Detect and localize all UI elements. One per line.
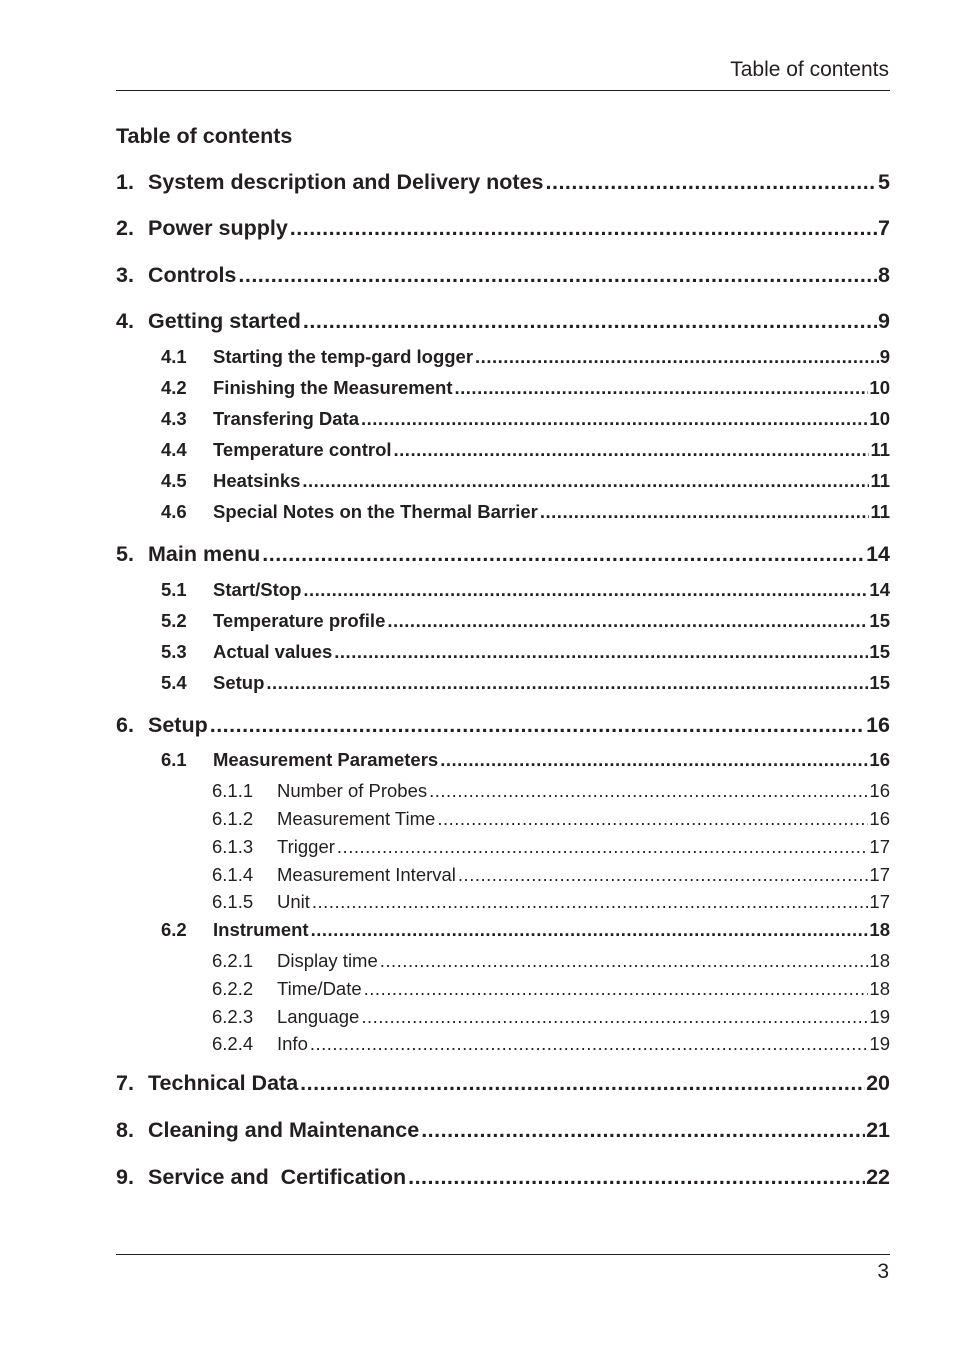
toc-entry-number: 6.1.4 [212, 864, 254, 885]
toc-entry-page: 15 [869, 610, 890, 631]
toc-entry-number: 6.1.3 [212, 836, 254, 857]
toc-entry-number: 8. [116, 1118, 134, 1142]
toc-entry-page: 22 [866, 1165, 890, 1189]
toc-entry-4[interactable] [116, 309, 890, 339]
toc-entry-page: 5 [878, 170, 890, 194]
toc-entry-title: Getting started [148, 309, 301, 333]
toc-entry-4-5[interactable] [161, 470, 890, 496]
toc-entry-page: 20 [866, 1071, 890, 1095]
toc-entry-page: 21 [866, 1118, 890, 1142]
toc-entry-title: Instrument [213, 919, 309, 940]
toc-entry-6-2-4[interactable] [212, 1033, 890, 1058]
toc-entry-5-3[interactable] [161, 641, 890, 667]
toc-entry-number: 4.5 [161, 470, 187, 491]
toc-leader-dots [311, 919, 869, 941]
toc-entry-title: Start/Stop [213, 579, 302, 600]
toc-entry-number: 6.1 [161, 749, 187, 770]
toc-entry-page: 18 [869, 919, 890, 940]
toc-entry-title: System description and Delivery notes [148, 170, 544, 194]
toc-entry-title: Time/Date [277, 978, 362, 999]
toc-leader-dots [310, 1033, 869, 1055]
toc-entry-number: 4.6 [161, 501, 187, 522]
toc-entry-page: 19 [869, 1006, 890, 1027]
toc-entry-title: Unit [277, 891, 310, 912]
toc-entry-9[interactable] [116, 1165, 890, 1195]
toc-entry-6-1-3[interactable] [212, 836, 890, 861]
toc-entry-title: Display time [277, 950, 378, 971]
toc-entry-3[interactable] [116, 263, 890, 293]
toc-title: Table of contents [116, 124, 293, 148]
header-rule [116, 90, 890, 91]
toc-entry-number: 4. [116, 309, 134, 333]
toc-entry-6-1-2[interactable] [212, 808, 890, 833]
toc-entry-6-1-1[interactable] [212, 780, 890, 805]
toc-entry-6-2-2[interactable] [212, 978, 890, 1003]
toc-leader-dots [361, 1006, 868, 1028]
toc-leader-dots [458, 864, 869, 886]
toc-entry-page: 18 [869, 978, 890, 999]
toc-entry-number: 6. [116, 713, 134, 737]
toc-leader-dots [210, 713, 865, 738]
toc-entry-title: Transfering Data [213, 408, 359, 429]
toc-entry-page: 17 [869, 891, 890, 912]
toc-entry-title: Trigger [277, 836, 335, 857]
toc-entry-page: 9 [879, 346, 890, 367]
toc-entry-title: Setup [213, 672, 265, 693]
toc-entry-title: Temperature profile [213, 610, 386, 631]
toc-entry-page: 19 [869, 1033, 890, 1054]
toc-leader-dots [302, 470, 869, 492]
toc-leader-dots [337, 836, 869, 858]
toc-entry-page: 16 [869, 808, 890, 829]
toc-entry-page: 15 [869, 641, 890, 662]
toc-entry-title: Measurement Interval [277, 864, 456, 885]
toc-entry-page: 14 [866, 542, 890, 566]
toc-leader-dots [290, 216, 877, 241]
footer-rule [116, 1254, 890, 1255]
toc-entry-1[interactable] [116, 170, 890, 200]
toc-leader-dots [455, 377, 869, 399]
toc-entry-5[interactable] [116, 542, 890, 572]
toc-entry-title: Cleaning and Maintenance [148, 1118, 420, 1142]
toc-entry-7[interactable] [116, 1071, 890, 1101]
toc-entry-number: 4.4 [161, 439, 187, 460]
toc-leader-dots [380, 950, 869, 972]
toc-entry-title: Service and Certification [148, 1165, 407, 1189]
toc-leader-dots [394, 439, 870, 461]
toc-leader-dots [262, 542, 865, 567]
toc-entry-title: Controls [148, 263, 237, 287]
toc-entry-4-3[interactable] [161, 408, 890, 434]
toc-entry-6-1-4[interactable] [212, 864, 890, 889]
toc-leader-dots [300, 1071, 865, 1096]
toc-leader-dots [303, 309, 877, 334]
toc-entry-number: 7. [116, 1071, 134, 1095]
toc-entry-5-2[interactable] [161, 610, 890, 636]
toc-entry-title: Starting the temp-gard logger [213, 346, 474, 367]
toc-entry-5-4[interactable] [161, 672, 890, 698]
toc-entry-number: 5.4 [161, 672, 187, 693]
toc-entry-number: 6.1.5 [212, 891, 254, 912]
toc-entry-page: 18 [869, 950, 890, 971]
toc-entry-title: Power supply [148, 216, 288, 240]
toc-entry-title: Technical Data [148, 1071, 299, 1095]
toc-entry-number: 5.1 [161, 579, 187, 600]
toc-entry-title: Special Notes on the Thermal Barrier [213, 501, 538, 522]
page-number: 3 [877, 1260, 889, 1283]
toc-leader-dots [408, 1165, 865, 1190]
toc-entry-title: Actual values [213, 641, 333, 662]
toc-entry-6-1[interactable] [161, 749, 890, 775]
toc-entry-page: 7 [878, 216, 890, 240]
toc-entry-page: 8 [878, 263, 890, 287]
toc-leader-dots [421, 1118, 865, 1143]
toc-leader-dots [266, 672, 868, 694]
toc-entry-4-6[interactable] [161, 501, 890, 527]
toc-entry-title: Measurement Time [277, 808, 436, 829]
toc-entry-page: 16 [866, 713, 890, 737]
toc-entry-page: 17 [869, 864, 890, 885]
toc-leader-dots [429, 780, 868, 802]
toc-entry-number: 1. [116, 170, 134, 194]
running-header: Table of contents [730, 58, 889, 81]
toc-entry-title: Finishing the Measurement [213, 377, 453, 398]
toc-entry-number: 6.2.1 [212, 950, 254, 971]
toc-leader-dots [303, 579, 868, 601]
toc-entry-number: 6.2.4 [212, 1033, 254, 1054]
toc-entry-page: 17 [869, 836, 890, 857]
toc-entry-number: 5.3 [161, 641, 187, 662]
toc-entry-5-1[interactable] [161, 579, 890, 605]
toc-entry-title: Measurement Parameters [213, 749, 439, 770]
toc-entry-page: 15 [869, 672, 890, 693]
toc-entry-number: 6.1.2 [212, 808, 254, 829]
toc-leader-dots [440, 749, 868, 771]
toc-entry-page: 16 [869, 749, 890, 770]
toc-entry-4-1[interactable] [161, 346, 890, 372]
toc-entry-number: 4.3 [161, 408, 187, 429]
toc-entry-number: 6.1.1 [212, 780, 254, 801]
toc-entry-number: 6.2.2 [212, 978, 254, 999]
toc-entry-page: 11 [870, 439, 890, 460]
toc-leader-dots [364, 978, 869, 1000]
toc-entry-title: Temperature control [213, 439, 392, 460]
toc-entry-number: 5. [116, 542, 134, 566]
toc-entry-title: Main menu [148, 542, 261, 566]
toc-entry-page: 11 [870, 470, 890, 491]
toc-entry-page: 10 [869, 377, 890, 398]
toc-entry-6[interactable] [116, 713, 890, 743]
toc-leader-dots [475, 346, 879, 368]
toc-entry-title: Setup [148, 713, 208, 737]
toc-entry-8[interactable] [116, 1118, 890, 1148]
toc-entry-title: Info [277, 1033, 308, 1054]
toc-leader-dots [387, 610, 868, 632]
toc-entry-title: Heatsinks [213, 470, 301, 491]
toc-entry-page: 10 [869, 408, 890, 429]
toc-leader-dots [546, 170, 878, 195]
toc-entry-number: 6.2 [161, 919, 187, 940]
toc-entry-number: 4.1 [161, 346, 187, 367]
toc-entry-page: 14 [869, 579, 890, 600]
toc-entry-title: Number of Probes [277, 780, 428, 801]
toc-entry-6-2-1[interactable] [212, 950, 890, 975]
toc-entry-page: 9 [878, 309, 890, 333]
toc-leader-dots [437, 808, 868, 830]
toc-entry-page: 11 [870, 501, 890, 522]
toc-leader-dots [361, 408, 868, 430]
toc-entry-number: 5.2 [161, 610, 187, 631]
toc-entry-4-2[interactable] [161, 377, 890, 403]
toc-entry-number: 9. [116, 1165, 134, 1189]
toc-entry-title: Language [277, 1006, 360, 1027]
toc-leader-dots [238, 263, 877, 288]
toc-leader-dots [540, 501, 870, 523]
toc-entry-6-1-5[interactable] [212, 891, 890, 916]
toc-entry-number: 6.2.3 [212, 1006, 254, 1027]
toc-entry-6-2-3[interactable] [212, 1006, 890, 1031]
toc-leader-dots [334, 641, 868, 663]
toc-entry-number: 4.2 [161, 377, 187, 398]
toc-entry-number: 2. [116, 216, 134, 240]
toc-leader-dots [312, 891, 869, 913]
toc-entry-page: 16 [869, 780, 890, 801]
toc-entry-number: 3. [116, 263, 134, 287]
toc-entry-2[interactable] [116, 216, 890, 246]
toc-entry-4-4[interactable] [161, 439, 890, 465]
toc-entry-6-2[interactable] [161, 919, 890, 945]
